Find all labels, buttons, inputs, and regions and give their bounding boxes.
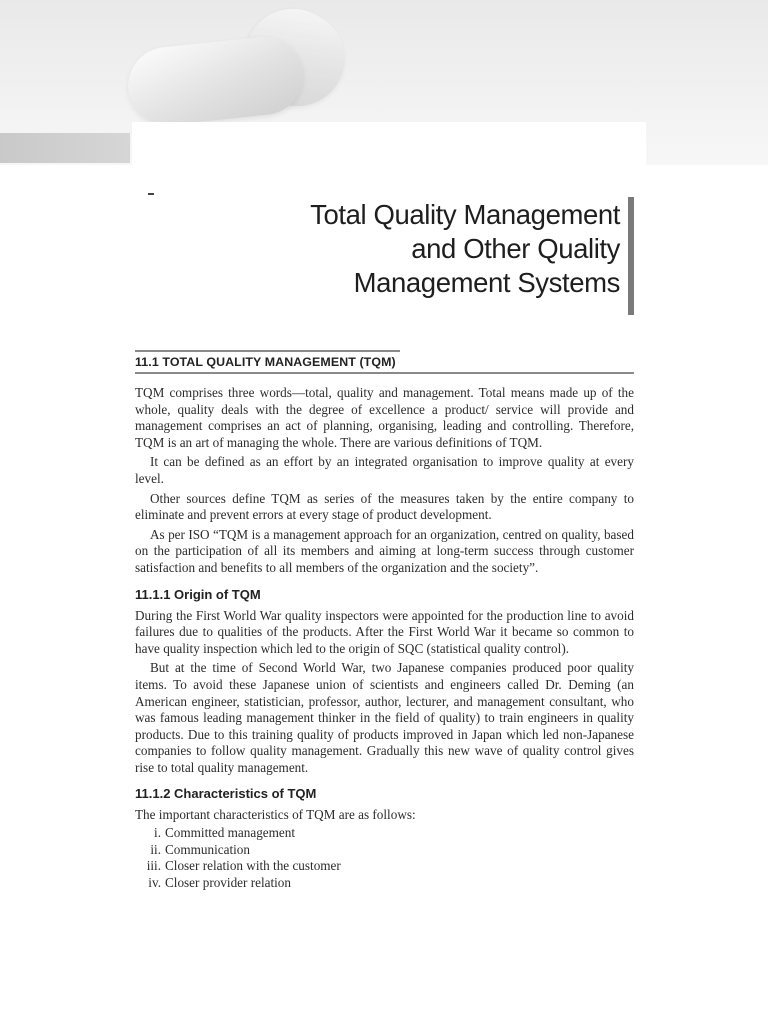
paragraph: As per ISO “TQM is a management approach for an organization, centred on quality, based on the participation of all its members and aiming at long-term success through customer satisfaction and benefits to all members of the organization and the society”.	[135, 526, 634, 575]
list-item-text: Closer provider relation	[165, 874, 291, 890]
heading-rule	[135, 350, 400, 352]
subsection-heading: 11.1.2 Characteristics of TQM	[135, 786, 317, 802]
section-heading	[135, 350, 634, 374]
chapter-title-line: and Other Quality	[411, 233, 620, 264]
page-body	[135, 350, 634, 891]
list-item-number: iii.	[146, 858, 161, 874]
list-item-number: iv.	[148, 874, 161, 890]
subsection-heading: 11.1.1 Origin of TQM	[135, 586, 261, 602]
chapter-title-line: Management Systems	[353, 267, 620, 298]
list-item-text: Closer relation with the customer	[165, 858, 341, 874]
paragraph: It can be defined as an effort by an integrated organisation to improve quality at every level.	[135, 454, 634, 486]
paragraph: Other sources define TQM as series of the measures taken by the entire company to eliminate and prevent errors at every stage of product development.	[135, 490, 634, 523]
chapter-title-line: Total Quality Management	[310, 199, 620, 230]
decorative-strip	[0, 133, 130, 163]
list-item	[135, 858, 634, 875]
characteristics-list	[135, 825, 634, 891]
list-item	[135, 875, 634, 892]
list-item-text: Communication	[165, 841, 250, 857]
title-accent-bar	[628, 197, 634, 315]
list-item-number: ii.	[150, 841, 161, 857]
list-item	[135, 825, 634, 842]
list-item-text: Committed management	[165, 825, 296, 841]
chapter-title	[200, 198, 620, 300]
decorative-dash	[148, 193, 154, 195]
paragraph: During the First World War quality inspectors were appointed for the production line to avoid failures due to qualities of the products. After the First World War it became so common to have quality inspection which led to the origin of SQC (statistical quality control).	[135, 607, 634, 656]
paragraph: But at the time of Second World War, two Japanese companies produced poor quality items. To avoid these Japanese union of scientists and engineers called Dr. Deming (an American engineer, statistician, professor, author, lecturer, and management consultant, who was famous leading management thinker in the field of quality) to train engineers in quality products. Due to this training quality of products improved in Japan which led non-Japanese companies to follow quality management. Gradually this new wave of quality control gives rise to total quality management.	[135, 660, 634, 775]
section-heading-text: 11.1 TOTAL QUALITY MANAGEMENT (TQM)	[135, 355, 396, 369]
list-item-number: i.	[154, 825, 161, 841]
paragraph: TQM comprises three words—total, quality and management. Total means made up of the whole, quality deals with the degree of excellence a product/ service will provide and management comprises an act of planning, organising, leading and controlling. Therefore, TQM is an art of managing the whole. There are various definitions of TQM.	[135, 385, 634, 450]
list-item	[135, 842, 634, 859]
paragraph: The important characteristics of TQM are as follows:	[135, 807, 416, 823]
